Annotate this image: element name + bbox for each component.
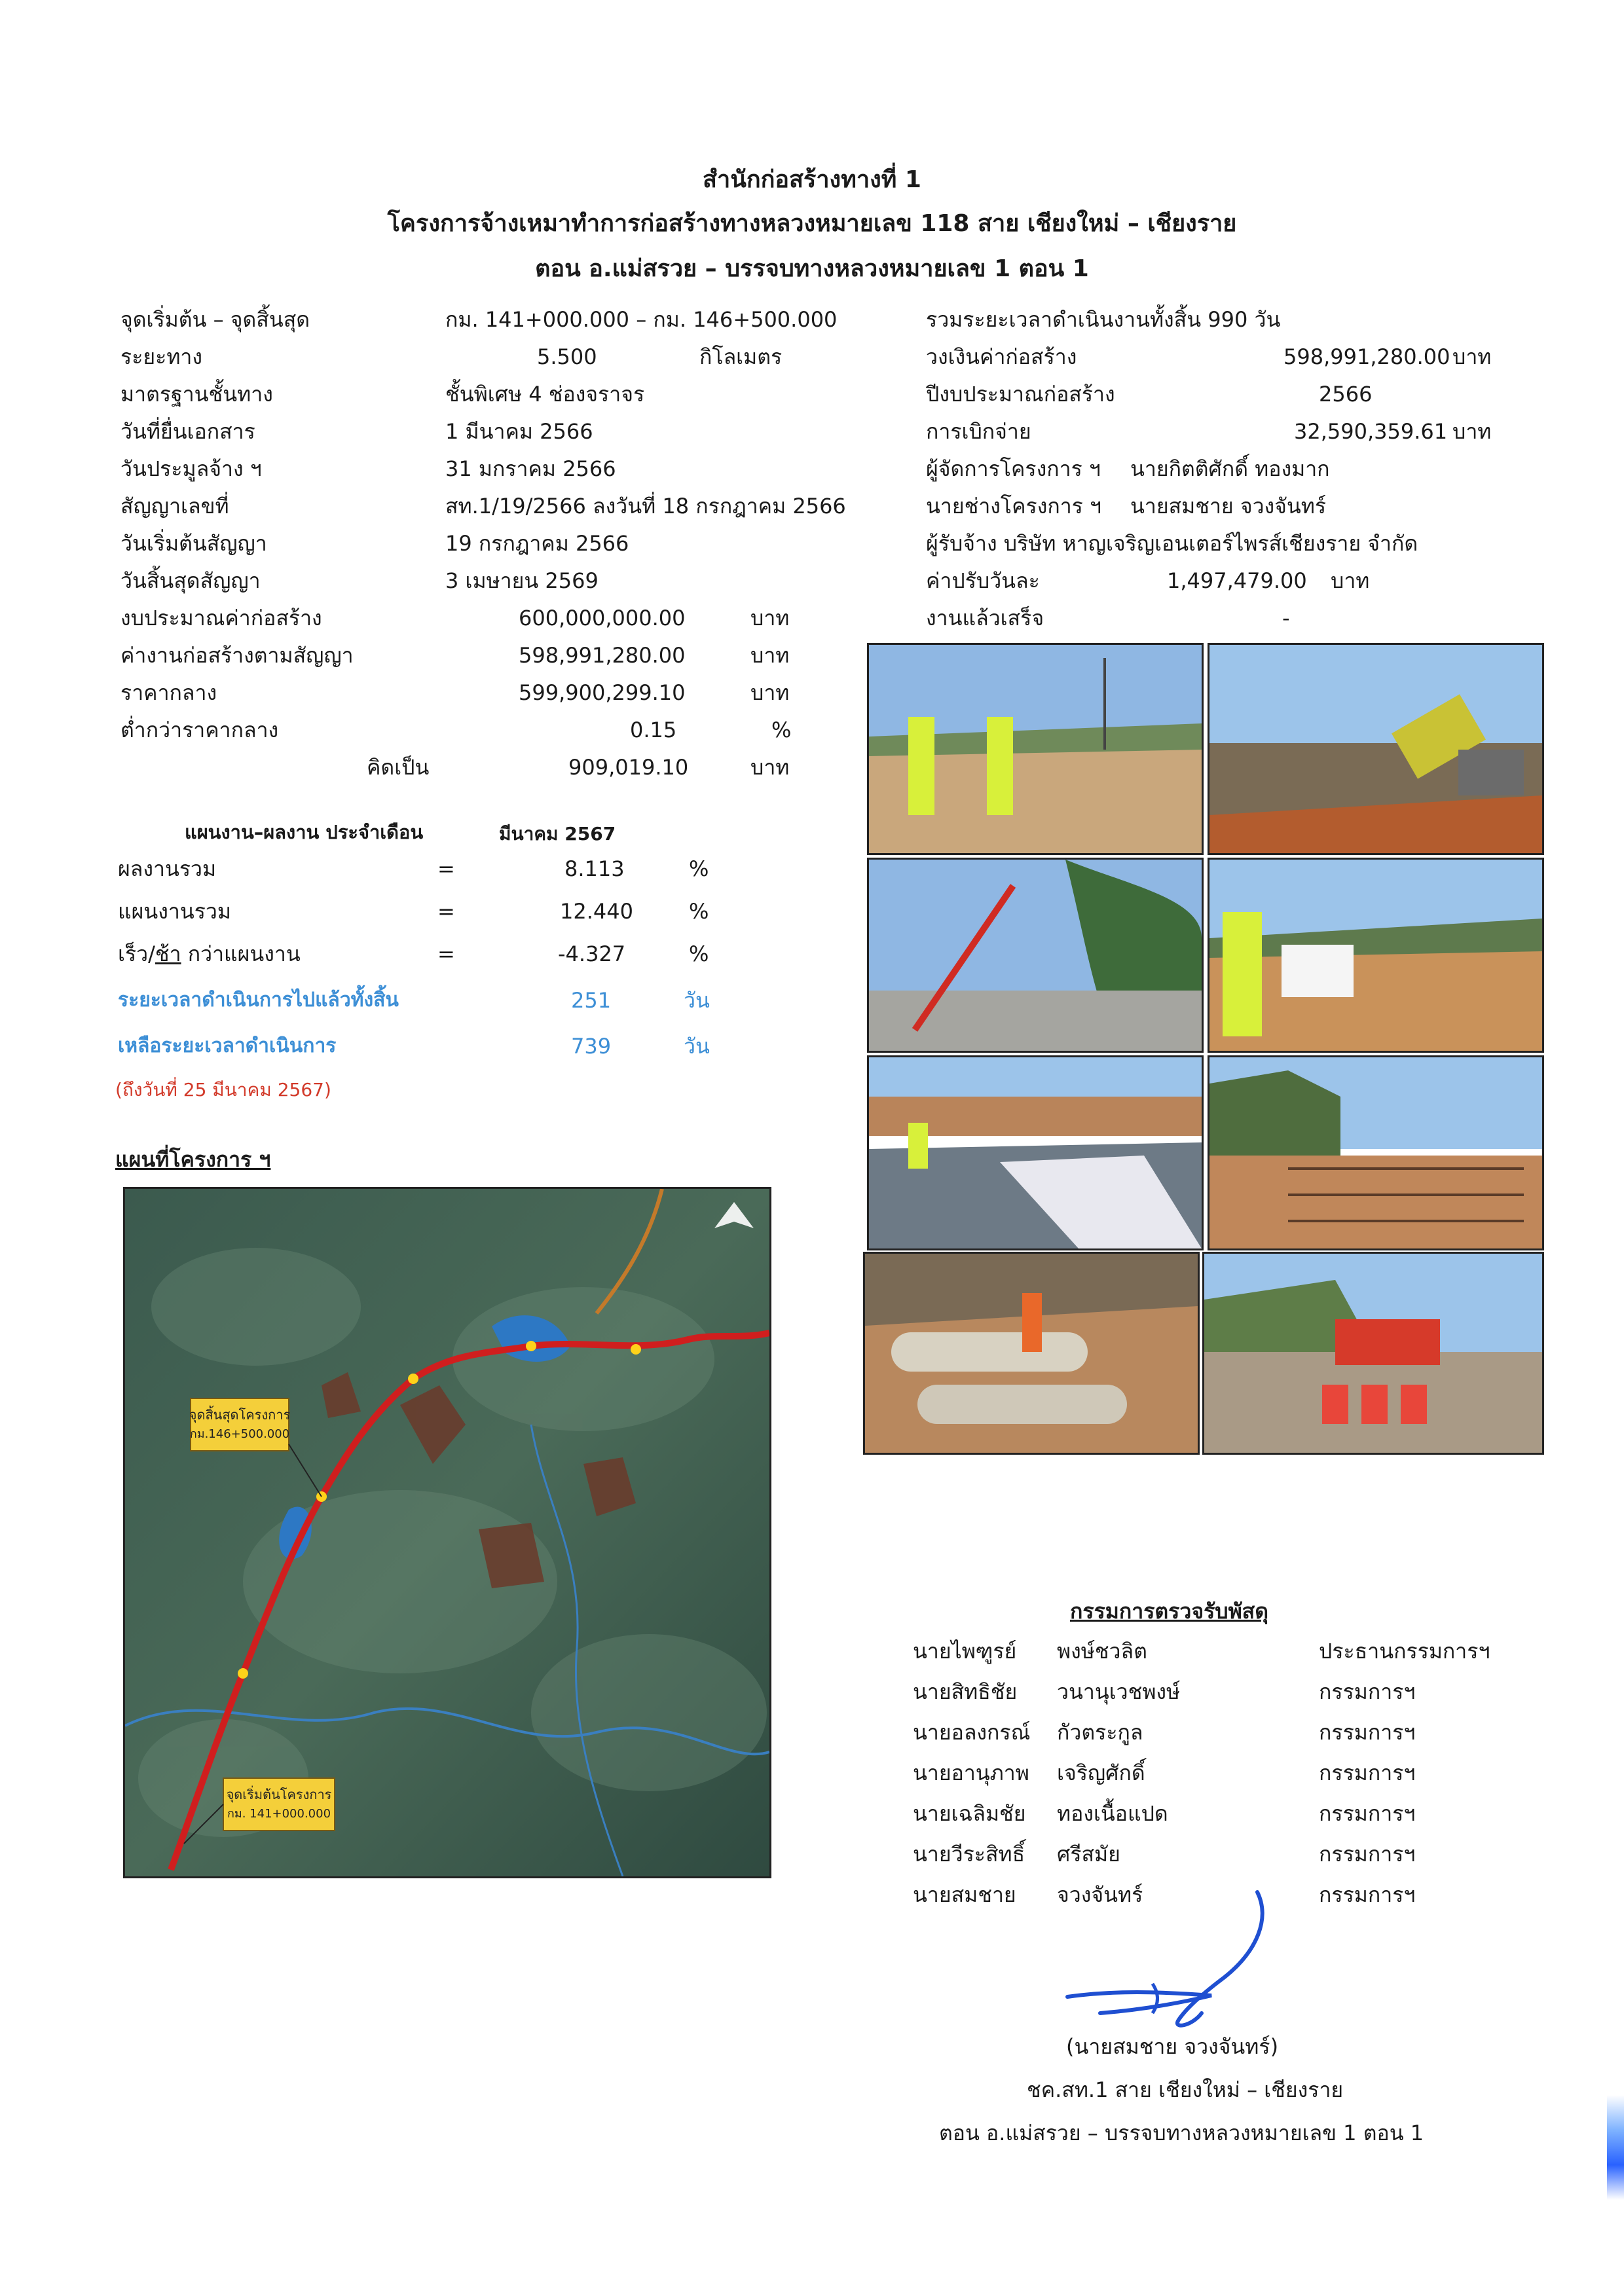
actual-progress-value: 8.113 bbox=[564, 856, 625, 881]
road-standard-label: มาตรฐานชั้นทาง bbox=[120, 382, 273, 407]
map-start-km: กม. 141+000.000 bbox=[227, 1807, 331, 1821]
signer-name: (นายสมชาย จวงจันทร์) bbox=[1066, 2034, 1279, 2059]
member-3-last: กัวตระกูล bbox=[1057, 1720, 1143, 1745]
member-5-first: นายเฉลิมชัย bbox=[913, 1801, 1026, 1826]
progress-month: มีนาคม 2567 bbox=[499, 823, 616, 845]
distance-unit: กิโลเมตร bbox=[699, 344, 783, 369]
distance-value: 5.500 bbox=[537, 344, 597, 369]
bid-date-value: 31 มกราคม 2566 bbox=[445, 456, 616, 481]
below-median-value: 0.15 bbox=[630, 718, 677, 742]
contract-end-value: 3 เมษายน 2569 bbox=[445, 568, 599, 593]
construction-budget-label: วงเงินค่าก่อสร้าง bbox=[926, 344, 1077, 369]
project-manager-value: นายกิตติศักดิ์ ทองมาก bbox=[1130, 456, 1330, 481]
planned-progress-eq: = bbox=[437, 899, 455, 924]
equivalent-value: 909,019.10 bbox=[568, 755, 689, 780]
daily-fine-unit: บาท bbox=[1331, 568, 1370, 593]
disbursement-label: การเบิกจ่าย bbox=[926, 419, 1031, 444]
planned-progress-value: 12.440 bbox=[560, 899, 633, 924]
member-3-first: นายอลงกรณ์ bbox=[913, 1720, 1031, 1745]
variance-label bbox=[118, 941, 301, 967]
below-median-label: ต่ำกว่าราคากลาง bbox=[120, 718, 279, 742]
member-6-role: กรรมการฯ bbox=[1319, 1842, 1416, 1867]
member-3-role: กรรมการฯ bbox=[1319, 1720, 1416, 1745]
bid-date-label: วันประมูลจ้าง ฯ bbox=[120, 456, 262, 481]
member-1-last: พงษ์ชวลิต bbox=[1057, 1639, 1147, 1664]
member-4-role: กรรมการฯ bbox=[1319, 1760, 1416, 1785]
project-map bbox=[123, 1187, 771, 1878]
disbursement-value: 32,590,359.61 bbox=[1294, 419, 1448, 444]
median-price-label: ราคากลาง bbox=[120, 680, 217, 705]
remaining-label: เหลือระยะเวลาดำเนินการ bbox=[118, 1034, 337, 1057]
planned-progress-unit: % bbox=[689, 899, 709, 924]
actual-progress-eq: = bbox=[437, 856, 455, 881]
budget-value: 600,000,000.00 bbox=[519, 606, 686, 630]
contract-cost-value: 598,991,280.00 bbox=[519, 643, 686, 668]
member-5-last: ทองเนื้อแปด bbox=[1057, 1801, 1168, 1826]
project-engineer-value: นายสมชาย จวงจันทร์ bbox=[1130, 494, 1327, 519]
remaining-value: 739 bbox=[571, 1034, 612, 1059]
total-duration: รวมระยะเวลาดำเนินงานทั้งสิ้น 990 วัน bbox=[926, 307, 1281, 332]
start-end-value: กม. 141+000.000 – กม. 146+500.000 bbox=[445, 307, 838, 332]
signer-position: ชค.สท.1 สาย เชียงใหม่ – เชียงราย bbox=[1027, 2077, 1344, 2102]
member-2-role: กรรมการฯ bbox=[1319, 1679, 1416, 1704]
elapsed-label: ระยะเวลาดำเนินการไปแล้วทั้งสิ้น bbox=[118, 989, 399, 1011]
photo-crane bbox=[867, 858, 1204, 1053]
contract-no-value: สท.1/19/2566 ลงวันที่ 18 กรกฎาคม 2566 bbox=[445, 494, 846, 519]
project-manager-label: ผู้จัดการโครงการ ฯ bbox=[926, 456, 1101, 481]
construction-budget-unit: บาท bbox=[1452, 344, 1492, 369]
median-price-value: 599,900,299.10 bbox=[519, 680, 686, 705]
member-6-last: ศรีสมัย bbox=[1057, 1842, 1120, 1867]
elapsed-unit: วัน bbox=[684, 988, 710, 1013]
planned-progress-label: แผนงานรวม bbox=[118, 899, 231, 924]
scan-edge-mark bbox=[1607, 2095, 1624, 2200]
contract-no-label: สัญญาเลขที่ bbox=[120, 494, 229, 519]
project-engineer-label: นายช่างโครงการ ฯ bbox=[926, 494, 1101, 519]
member-2-last: วนานุเวชพงษ์ bbox=[1057, 1679, 1181, 1704]
contract-start-value: 19 กรกฎาคม 2566 bbox=[445, 531, 629, 556]
signer-section: ตอน อ.แม่สรวย – บรรจบทางหลวงหมายเลข 1 ตอน 1 bbox=[939, 2121, 1424, 2145]
member-4-first: นายอานุภาพ bbox=[913, 1760, 1029, 1785]
map-end-label: จุดสิ้นสุดโครงการ bbox=[189, 1407, 291, 1423]
distance-label: ระยะทาง bbox=[120, 344, 202, 369]
signature-icon bbox=[1061, 1879, 1277, 2036]
as-of-date: (ถึงวันที่ 25 มีนาคม 2567) bbox=[115, 1079, 331, 1101]
budget-unit: บาท bbox=[750, 606, 790, 630]
photo-rebar bbox=[1208, 1055, 1544, 1250]
fiscal-year-label: ปีงบประมาณก่อสร้าง bbox=[926, 382, 1115, 407]
completed-value: - bbox=[1282, 606, 1290, 630]
map-title: แผนที่โครงการ ฯ bbox=[115, 1147, 271, 1172]
photo-pipes bbox=[863, 1252, 1200, 1455]
actual-progress-unit: % bbox=[689, 856, 709, 881]
disbursement-unit: บาท bbox=[1452, 419, 1492, 444]
member-7-first: นายสมชาย bbox=[913, 1882, 1016, 1907]
contract-cost-unit: บาท bbox=[750, 643, 790, 668]
contract-end-label: วันสิ้นสุดสัญญา bbox=[120, 568, 261, 593]
member-7-last: จวงจันทร์ bbox=[1057, 1882, 1143, 1907]
contract-cost-label: ค่างานก่อสร้างตามสัญญา bbox=[120, 643, 354, 668]
photo-survey bbox=[867, 643, 1204, 855]
member-6-first: นายวีระสิทธิ์ bbox=[913, 1842, 1025, 1867]
daily-fine-value: 1,497,479.00 bbox=[1167, 568, 1307, 593]
equivalent-label: คิดเป็น bbox=[367, 755, 430, 780]
start-end-label: จุดเริ่มต้น – จุดสิ้นสุด bbox=[120, 307, 310, 332]
variance-label-slow: ช้า bbox=[155, 941, 181, 966]
variance-label-rest: กว่าแผนงาน bbox=[181, 941, 301, 966]
daily-fine-label: ค่าปรับวันละ bbox=[926, 568, 1040, 593]
contract-start-label: วันเริ่มต้นสัญญา bbox=[120, 531, 267, 556]
member-1-first: นายไพฑูรย์ bbox=[913, 1639, 1017, 1664]
committee-title: กรรมการตรวจรับพัสดุ bbox=[1070, 1599, 1268, 1624]
member-5-role: กรรมการฯ bbox=[1319, 1801, 1416, 1826]
photo-roadwork bbox=[1202, 1252, 1544, 1455]
construction-budget-value: 598,991,280.00 bbox=[1283, 344, 1450, 369]
map-start-label: จุดเริ่มต้นโครงการ bbox=[226, 1787, 332, 1802]
equivalent-unit: บาท bbox=[750, 755, 790, 780]
member-4-last: เจริญศักดิ์ bbox=[1057, 1760, 1145, 1785]
contractor: ผู้รับจ้าง บริษัท หาญเจริญเอนเตอร์ไพรส์เชียงราย จำกัด bbox=[926, 531, 1418, 556]
elapsed-value: 251 bbox=[571, 988, 612, 1013]
project-title: โครงการจ้างเหมาทำการก่อสร้างทางหลวงหมายเลข 118 สาย เชียงใหม่ – เชียงราย bbox=[387, 210, 1237, 237]
project-section: ตอน อ.แม่สรวย – บรรจบทางหลวงหมายเลข 1 ตอน 1 bbox=[535, 255, 1089, 282]
member-7-role: กรรมการฯ bbox=[1319, 1882, 1416, 1907]
progress-title: แผนงาน–ผลงาน ประจำเดือน bbox=[185, 821, 424, 843]
road-standard-value: ชั้นพิเศษ 4 ช่องจราจร bbox=[445, 382, 645, 407]
median-price-unit: บาท bbox=[750, 680, 790, 705]
variance-label-fast: เร็ว/ bbox=[118, 941, 155, 966]
actual-progress-label: ผลงานรวม bbox=[118, 856, 217, 881]
member-1-role: ประธานกรรมการฯ bbox=[1319, 1639, 1490, 1664]
completed-label: งานแล้วเสร็จ bbox=[926, 606, 1044, 630]
document-date-label: วันที่ยื่นเอกสาร bbox=[120, 419, 255, 444]
photo-dump-truck bbox=[1208, 643, 1544, 855]
photo-concrete bbox=[867, 1055, 1204, 1250]
budget-label: งบประมาณค่าก่อสร้าง bbox=[120, 606, 322, 630]
below-median-unit: % bbox=[771, 718, 792, 742]
map-image bbox=[125, 1189, 769, 1876]
remaining-unit: วัน bbox=[684, 1034, 710, 1059]
map-end-km: กม.146+500.000 bbox=[189, 1427, 290, 1441]
fiscal-year-value: 2566 bbox=[1319, 382, 1373, 407]
variance-value: -4.327 bbox=[558, 941, 626, 966]
photo-inspection bbox=[1208, 858, 1544, 1053]
member-2-first: นายสิทธิชัย bbox=[913, 1679, 1018, 1704]
office-title: สำนักก่อสร้างทางที่ 1 bbox=[703, 166, 921, 193]
document-date-value: 1 มีนาคม 2566 bbox=[445, 419, 593, 444]
variance-eq: = bbox=[437, 941, 455, 966]
variance-unit: % bbox=[689, 941, 709, 966]
